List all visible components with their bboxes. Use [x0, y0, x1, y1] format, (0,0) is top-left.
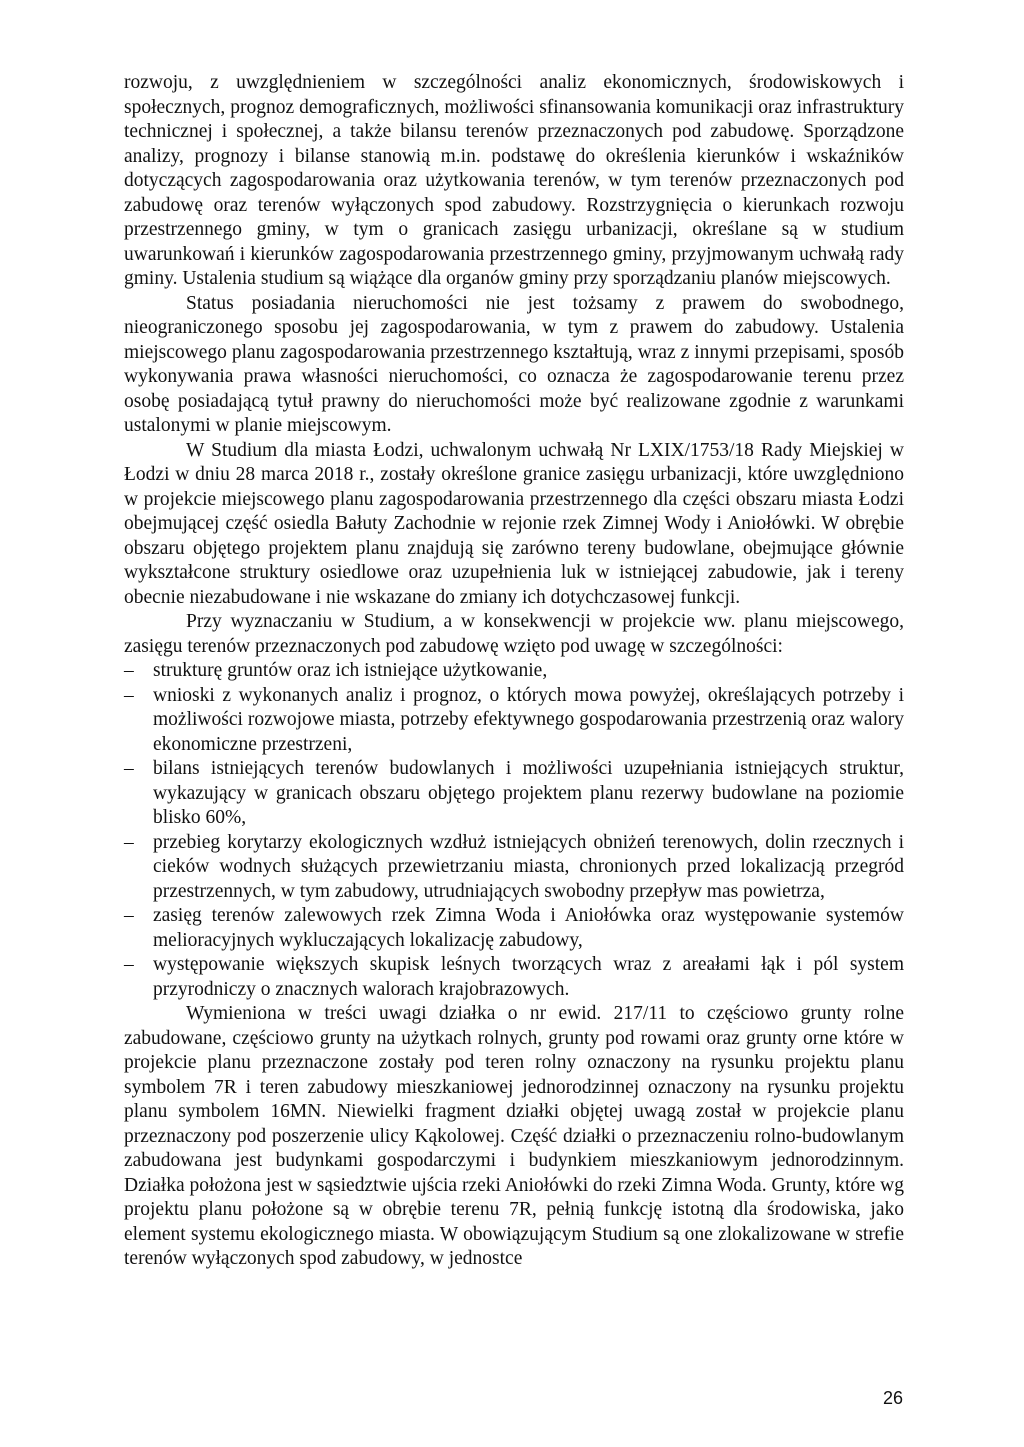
page-number: 26 — [882, 1388, 903, 1408]
document-body — [124, 71, 904, 1272]
dash-marker: – — [124, 831, 134, 853]
list-item — [124, 831, 904, 905]
list-item — [124, 953, 904, 1002]
list-item-text: wnioski z wykonanych analiz i prognoz, o których mowa powyżej, określających potrzeby i możliwości rozwojowe miasta, potrzeby efektywnego gospodarowania przestrzenią oraz walory ekonomiczne przestrzeni, — [153, 684, 904, 755]
dash-marker: – — [124, 905, 134, 926]
list-item-text: przebieg korytarzy ekologicznych wzdłuż istniejących obniżeń terenowych, dolin rzecznych i cieków wodnych służących przewietrzaniu miasta, chronionych przed lokalizacją przegród przestrzennych, w tym zabudowy, utrudniających swobodny przepływ mas powietrza, — [153, 831, 904, 902]
dash-marker: – — [124, 954, 134, 975]
paragraph-continuation: rozwoju, z uwzględnieniem w szczególności analiz ekonomicznych, środowiskowych i społecznych, prognoz demograficznych, możliwości sfinansowania komunikacji oraz infrastruktury technicznej i społecznej, a także bilansu terenów przeznaczonych pod zabudowę. Sporządzone analizy, prognozy i bilanse stanowią m.in. podstawę do określenia kierunków i wskaźników dotyczących zagospodarowania oraz użytkowania terenów, w tym terenów przeznaczonych pod zabudowę oraz terenów wyłączonych spod zabudowy. Rozstrzygnięcia o kierunkach rozwoju przestrzennego gminy, w tym o granicach zasięgu urbanizacji, określane są w studium uwarunkowań i kierunków zagospodarowania przestrzennego gminy, przyjmowanym uchwałą rady gminy. Ustalenia studium są wiążące dla organów gminy przy sporządzaniu planów miejscowych. — [124, 72, 904, 289]
list-item — [124, 757, 904, 831]
paragraph-studium: W Studium dla miasta Łodzi, uchwalonym uchwałą Nr LXIX/1753/18 Rady Miejskiej w Łodzi w dniu 28 marca 2018 r., zostały określone granice zasięgu urbanizacji, które uwzględniono w projekcie miejscowego planu zagospodarowania przestrzennego dla części obszaru miasta Łodzi obejmującej część osiedla Bałuty Zachodnie w rejonie rzek Zimnej Wody i Aniołówki. W obrębie obszaru objętego projektem planu znajdują się zarówno tereny budowlane, obejmujące głównie wykształcone struktury osiedlowe oraz uzupełnienia luk w istniejącej zabudowie, jak i tereny obecnie niezabudowane i nie wskazane do zmiany ich dotychczasowej funkcji. — [124, 439, 904, 608]
dash-marker: – — [124, 758, 134, 779]
paragraph-property-status: Status posiadania nieruchomości nie jest tożsamy z prawem do swobodnego, nieograniczonego sposobu jej zagospodarowania, w tym z prawem do zabudowy. Ustalenia miejscowego planu zagospodarowania przestrzennego kształtują, wraz z innymi przepisami, sposób wykonywania prawa własności nieruchomości, co oznacza że zagospodarowanie terenu przez osobę posiadającą tytuł prawny do nieruchomości może być realizowane zgodnie z warunkami ustalonymi w planie miejscowym. — [124, 292, 904, 436]
list-item — [124, 684, 904, 758]
list-item-text: występowanie większych skupisk leśnych tworzących wraz z areałami łąk i pól system przyrodniczy o znacznych walorach krajobrazowych. — [153, 954, 904, 1000]
paragraph-list-intro: Przy wyznaczaniu w Studium, a w konsekwencji w projekcie ww. planu miejscowego, zasięgu terenów przeznaczonych pod zabudowę wzięto pod uwagę w szczególności: — [124, 611, 904, 657]
list-item-text: strukturę gruntów oraz ich istniejące użytkowanie, — [153, 660, 548, 681]
dash-marker: – — [124, 684, 134, 706]
list-item — [124, 659, 904, 684]
criteria-list — [124, 659, 904, 1002]
paragraph-parcel-description: Wymieniona w treści uwagi działka o nr ewid. 217/11 to częściowo grunty rolne zabudowane, częściowo grunty na użytkach rolnych, grunty pod rowami oraz grunty orne które w projekcie planu przeznaczone zostały pod teren rolny oznaczony na rysunku projektu planu symbolem 7R i teren zabudowy mieszkaniowej jednorodzinnej oznaczony na rysunku projektu planu symbolem 16MN. Niewielki fragment działki objętej uwagą został w projekcie planu przeznaczony pod poszerzenie ulicy Kąkolowej. Część działki o przeznaczeniu rolno-budowlanym zabudowana jest budynkami gospodarczymi i budynkiem mieszkaniowym jednorodzinnym. Działka położona jest w sąsiedztwie ujścia rzeki Aniołówki do rzeki Zimna Woda. Grunty, które wg projektu planu położone są w obrębie terenu 7R, pełnią funkcję istotną dla środowiska, jako element systemu ekologicznego miasta. W obowiązującym Studium są one zlokalizowane w strefie terenów wyłączonych spod zabudowy, w jednostce — [124, 1003, 904, 1269]
list-item-text: bilans istniejących terenów budowlanych i możliwości uzupełniania istniejących struktur, wykazujący w granicach obszaru objętego projektem planu rezerwy budowlane na poziomie blisko 60%, — [153, 758, 904, 828]
list-item-text: zasięg terenów zalewowych rzek Zimna Woda i Aniołówka oraz występowanie systemów melioracyjnych wykluczających lokalizację zabudowy, — [153, 905, 904, 951]
dash-marker: – — [124, 660, 134, 681]
list-item — [124, 904, 904, 953]
